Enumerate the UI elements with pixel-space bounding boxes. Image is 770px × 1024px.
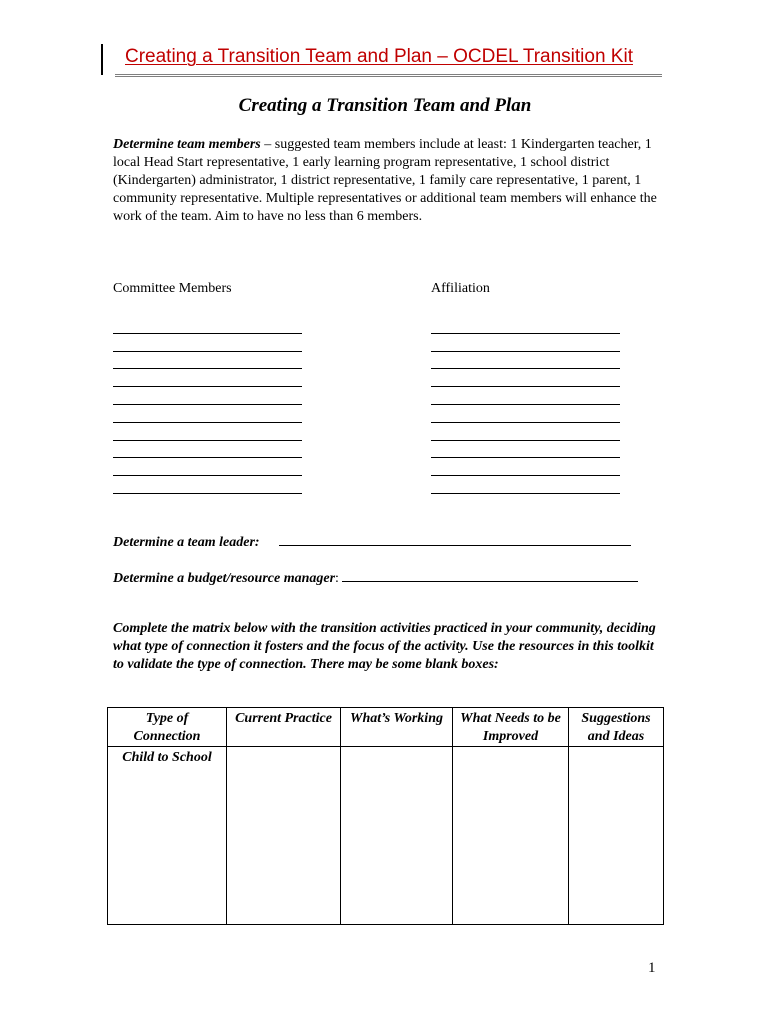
affiliation-blank[interactable] [431,369,620,387]
committee-member-blank[interactable] [113,441,302,459]
matrix-header-cell: Current Practice [227,708,341,747]
committee-member-blank[interactable] [113,458,302,476]
committee-member-blank[interactable] [113,334,302,352]
header-vertical-rule [101,44,103,75]
running-header-title: Creating a Transition Team and Plan – OCDEL Transition Kit [125,46,633,67]
affiliation-blank[interactable] [431,334,620,352]
header-divider [115,74,662,77]
matrix-row [108,747,664,925]
affiliation-blank[interactable] [431,441,620,459]
matrix-header-cell: Suggestions and Ideas [569,708,664,747]
affiliation-blank[interactable] [431,458,620,476]
affiliation-blank[interactable] [431,423,620,441]
matrix-header-cell: What’s Working [341,708,453,747]
budget-manager-field[interactable] [342,567,638,582]
intro-body: – suggested team members include at least: 1 Kindergarten teacher, 1 local Head Start representative, 1 early learning program representative, 1 school district (Kindergarten) administrator, 1 district representative, 1 family care representative, 1 parent, 1 community representative. Multiple representatives or additional team members will enhance the work of the team. Aim to have no less than 6 members. [113,137,657,224]
matrix-header-cell: Type of Connection [108,708,227,747]
affiliation-blank[interactable] [431,476,620,494]
matrix-header-row [108,708,664,747]
transition-matrix [107,707,664,925]
matrix-cell-current-practice[interactable] [227,747,341,925]
matrix-instructions: Complete the matrix below with the transition activities practiced in your community, deciding what type of connection it fosters and the focus of the activity. Use the resources in this toolkit to validate the type of connection. There may be some blank boxes: [113,621,656,672]
affiliation-blank[interactable] [431,316,620,334]
budget-manager-label: Determine a budget/resource manager [113,571,336,586]
matrix-cell-connection: Child to School [108,747,227,925]
committee-member-blank[interactable] [113,369,302,387]
committee-member-blank[interactable] [113,476,302,494]
team-leader-label: Determine a team leader: [113,535,260,550]
team-leader-field[interactable] [279,531,631,546]
committee-member-blank[interactable] [113,352,302,370]
committee-member-lines [113,316,302,494]
budget-manager-colon: : [335,571,339,586]
committee-member-blank[interactable] [113,316,302,334]
budget-manager-row [113,567,638,587]
matrix-cell-needs-improved[interactable] [453,747,569,925]
intro-paragraph [113,136,658,226]
committee-member-blank[interactable] [113,405,302,423]
affiliation-blank[interactable] [431,352,620,370]
page-title: Creating a Transition Team and Plan [238,95,532,116]
affiliation-blank[interactable] [431,387,620,405]
affiliation-lines [431,316,620,494]
committee-member-blank[interactable] [113,387,302,405]
affiliation-blank[interactable] [431,405,620,423]
intro-lead: Determine team members [113,137,261,152]
matrix-cell-whats-working[interactable] [341,747,453,925]
page-number: 1 [648,960,656,976]
committee-member-blank[interactable] [113,423,302,441]
matrix-header-cell: What Needs to be Improved [453,708,569,747]
matrix-cell-suggestions[interactable] [569,747,664,925]
team-leader-row [113,531,631,551]
committee-members-heading: Committee Members [113,281,232,296]
affiliation-heading: Affiliation [431,281,490,296]
